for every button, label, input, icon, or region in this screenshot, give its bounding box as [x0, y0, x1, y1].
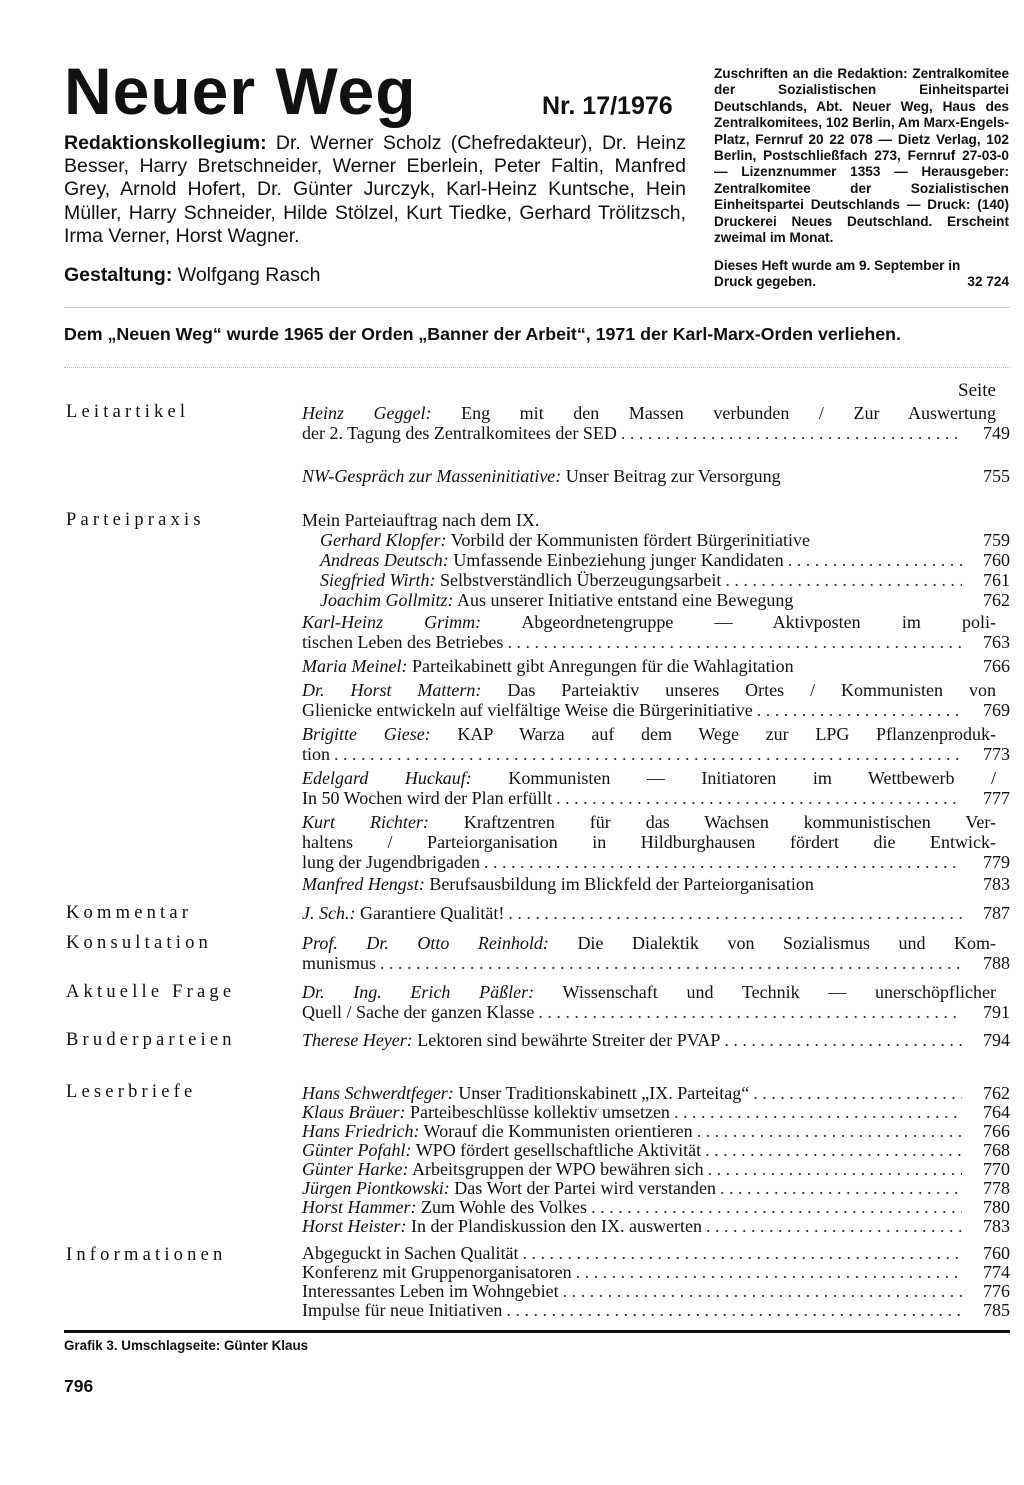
toc-entry: [302, 680, 1010, 720]
toc-entry: [320, 530, 1010, 550]
section-konsultation: Konsultation: [66, 933, 212, 953]
toc-entry: [320, 590, 1010, 610]
entry-page: 779: [983, 852, 1010, 872]
entry-title: Die Dialektik von Sozialismus und Kom-: [577, 933, 997, 953]
entry-title: Kraftzentren für das Wachsen kommunistischen Ver-: [463, 812, 996, 832]
toc-entry: [302, 1281, 1010, 1301]
entry-title: Abgeordnetengruppe — Aktivposten im poli-: [521, 612, 996, 632]
entry-author: Dr. Ing. Erich Päßler:: [302, 982, 535, 1002]
page-column-header: Seite: [958, 380, 996, 401]
editorial-board: [64, 132, 686, 248]
entry-author: Kurt Richter:: [302, 812, 429, 832]
entry-page: 768: [983, 1140, 1010, 1160]
print-note-line: Dieses Heft wurde am 9. September in: [714, 258, 961, 273]
toc-entry: [302, 1300, 1010, 1320]
divider: [64, 1330, 1010, 1333]
entry-title: munismus: [302, 953, 377, 973]
entry-page: 788: [983, 953, 1010, 973]
entry-title: lung der Jugendbrigaden: [302, 852, 480, 872]
toc-entry: [302, 403, 1010, 443]
entry-title: Mein Parteiauftrag nach dem IX.: [302, 510, 540, 530]
section-informationen: Informationen: [66, 1245, 227, 1265]
entry-author: Gerhard Klopfer:: [320, 530, 447, 550]
entry-title: Abgeguckt in Sachen Qualität: [302, 1243, 519, 1263]
entry-title: tischen Leben des Betriebes: [302, 632, 504, 652]
divider: [64, 307, 1010, 308]
toc-entry: [302, 612, 1010, 652]
entry-author: Günter Pofahl:: [302, 1140, 412, 1160]
entry-page: 769: [983, 700, 1010, 720]
entry-author: Andreas Deutsch:: [320, 550, 449, 570]
entry-title: Glienicke entwickeln auf vielfältige Weise die Bürgerinitiative: [302, 700, 753, 720]
entry-title: Zum Wohle des Volkes: [421, 1197, 588, 1217]
section-kommentar: Kommentar: [66, 903, 193, 923]
entry-title: Garantiere Qualität!: [359, 903, 505, 923]
entry-page: 794: [983, 1030, 1010, 1050]
entry-author: Manfred Hengst:: [302, 874, 425, 894]
entry-author: Brigitte Giese:: [302, 724, 431, 744]
entry-page: 770: [983, 1159, 1010, 1179]
entry-page: 764: [983, 1102, 1010, 1122]
entry-author: NW-Gespräch zur Masseninitiative:: [302, 466, 562, 486]
entry-page: 762: [983, 1083, 1010, 1103]
design-label: Gestaltung:: [64, 264, 173, 286]
toc-entry: [302, 1243, 1010, 1263]
toc-entry: [302, 903, 1010, 923]
entry-title: Unser Traditionskabinett „IX. Parteitag“: [458, 1083, 750, 1103]
entry-title: Interessantes Leben im Wohngebiet: [302, 1281, 559, 1301]
entry-page: 759: [983, 530, 1010, 550]
entry-title: Unser Beitrag zur Versorgung: [565, 466, 781, 486]
entry-page: 762: [983, 590, 1010, 610]
toc-entry: [302, 510, 1010, 530]
toc-entry: [302, 933, 1010, 973]
entry-author: Hans Friedrich:: [302, 1121, 420, 1141]
section-leitartikel: Leitartikel: [66, 402, 190, 422]
toc-entry: [302, 812, 1010, 872]
entry-page: 780: [983, 1197, 1010, 1217]
section-bruderparteien: Bruderparteien: [66, 1030, 236, 1050]
entry-author: Hans Schwerdtfeger:: [302, 1083, 454, 1103]
toc-entry: [302, 466, 1010, 486]
entry-author: J. Sch.:: [302, 903, 356, 923]
entry-title: der 2. Tagung des Zentralkomitees der SED: [302, 423, 617, 443]
toc-entry: [302, 982, 1010, 1022]
entry-author: Horst Heister:: [302, 1216, 407, 1236]
page-number: 796: [64, 1376, 94, 1396]
toc-entry: [302, 656, 1010, 676]
entry-title: Parteikabinett gibt Anregungen für die Wahlagitation: [411, 656, 794, 676]
entry-title: Das Parteiaktiv unseres Ortes / Kommunisten von: [507, 680, 996, 700]
section-aktuelle-frage: Aktuelle Frage: [66, 982, 236, 1002]
entry-title: Eng mit den Massen verbunden / Zur Auswertung: [461, 403, 997, 423]
entry-title: In 50 Wochen wird der Plan erfüllt: [302, 788, 553, 808]
entry-page: 776: [983, 1281, 1010, 1301]
entry-page: 787: [983, 903, 1010, 923]
entry-page: 760: [983, 1243, 1010, 1263]
entry-author: Klaus Bräuer:: [302, 1102, 406, 1122]
entry-page: 791: [983, 1002, 1010, 1022]
toc-entry: [302, 874, 1010, 894]
entry-page: 777: [983, 788, 1010, 808]
entry-page: 749: [983, 423, 1010, 443]
entry-title: Das Wort der Partei wird verstanden: [454, 1178, 716, 1198]
entry-title: Aus unserer Initiative entstand eine Bewegung: [457, 590, 794, 610]
entry-author: Jürgen Piontkowski:: [302, 1178, 450, 1198]
entry-title: haltens / Parteiorganisation in Hildburghausen fördert die Entwick-: [302, 832, 996, 852]
entry-page: 783: [983, 1216, 1010, 1236]
entry-author: Heinz Geggel:: [302, 403, 432, 423]
toc-entry: [302, 1140, 1010, 1160]
entry-page: 766: [983, 1121, 1010, 1141]
entry-page: 761: [983, 570, 1010, 590]
toc-entry: [302, 1159, 1010, 1179]
entry-title: Berufsausbildung im Blickfeld der Parteiorganisation: [429, 874, 814, 894]
magazine-title: Neuer Weg: [64, 54, 417, 128]
graphic-credit: Grafik 3. Umschlagseite: Günter Klaus: [64, 1338, 309, 1353]
entry-title: Konferenz mit Gruppenorganisatoren: [302, 1262, 572, 1282]
entry-title: Lektoren sind bewährte Streiter der PVAP: [417, 1030, 721, 1050]
entry-author: Prof. Dr. Otto Reinhold:: [302, 933, 549, 953]
entry-title: KAP Warza auf dem Wege zur LPG Pflanzenproduk-: [457, 724, 997, 744]
toc-entry: [302, 1216, 1010, 1236]
entry-page: 773: [983, 744, 1010, 764]
toc-entry: [302, 1083, 1010, 1103]
entry-author: Joachim Gollmitz:: [320, 590, 454, 610]
toc-entry: [302, 1121, 1010, 1141]
editorial-board-label: Redaktionskollegium:: [64, 132, 267, 154]
entry-author: Siegfried Wirth:: [320, 570, 436, 590]
print-note: [714, 258, 1009, 291]
entry-author: Karl-Heinz Grimm:: [302, 612, 482, 632]
entry-title: Worauf die Kommunisten orientieren: [423, 1121, 693, 1141]
design-name: Wolfgang Rasch: [177, 264, 321, 286]
issue-number: Nr. 17/1976: [542, 92, 673, 120]
toc-entry: [302, 768, 1010, 808]
entry-page: 760: [983, 550, 1010, 570]
entry-page: 755: [983, 466, 1010, 486]
entry-page: 783: [983, 874, 1010, 894]
toc-entry: [302, 1102, 1010, 1122]
entry-author: Günter Harke:: [302, 1159, 409, 1179]
section-parteipraxis: Parteipraxis: [66, 510, 205, 530]
entry-title: WPO fördert gesellschaftliche Aktivität: [415, 1140, 702, 1160]
print-note-line: Druck gegeben.: [714, 274, 816, 290]
entry-page: 766: [983, 656, 1010, 676]
entry-title: Parteibeschlüsse kollektiv umsetzen: [410, 1102, 670, 1122]
section-leserbriefe: Leserbriefe: [66, 1082, 197, 1102]
toc-entry: [302, 1197, 1010, 1217]
entry-author: Maria Meinel:: [302, 656, 408, 676]
entry-page: 763: [983, 632, 1010, 652]
entry-title: Wissenschaft und Technik — unerschöpflicher: [562, 982, 996, 1002]
entry-author: Therese Heyer:: [302, 1030, 413, 1050]
toc-entry: [302, 724, 1010, 764]
toc-entry: [320, 570, 1010, 590]
entry-author: Horst Hammer:: [302, 1197, 417, 1217]
editorial-board-members: Dr. Werner Scholz (Chefredakteur), Dr. Heinz Besser, Harry Bretschneider, Werner Eberlein, Peter Faltin, Manfred Grey, Arnold Hofert, Dr. Günter Jurczyk, Karl-Heinz Kuntsche, Hein Müller, Harry Schneider, Hilde Stölzel, Kurt Tiedke, Gerhard Trölitzsch, Irma Verner, Horst Wagner.: [64, 132, 687, 247]
toc-entry: [320, 550, 1010, 570]
entry-title: tion: [302, 744, 331, 764]
divider: [64, 367, 1010, 368]
toc-entry: [302, 1262, 1010, 1282]
print-number: 32 724: [967, 274, 1009, 290]
toc-entry: [302, 1030, 1010, 1050]
entry-author: Edelgard Huckauf:: [302, 768, 472, 788]
entry-title: Selbstverständlich Überzeugungsarbeit: [440, 570, 722, 590]
award-note: Dem „Neuen Weg“ wurde 1965 der Orden „Banner der Arbeit“, 1971 der Karl-Marx-Orden verliehen.: [64, 324, 901, 344]
entry-author: Dr. Horst Mattern:: [302, 680, 482, 700]
entry-title: Kommunisten — Initiatoren im Wettbewerb /: [508, 768, 997, 788]
entry-title: In der Plandiskussion den IX. auswerten: [411, 1216, 702, 1236]
entry-title: Umfassende Einbeziehung junger Kandidaten: [453, 550, 784, 570]
entry-page: 785: [983, 1300, 1010, 1320]
entry-title: Vorbild der Kommunisten fördert Bürgerinitiative: [450, 530, 810, 550]
entry-title: Arbeitsgruppen der WPO bewähren sich: [412, 1159, 704, 1179]
entry-title: Impulse für neue Initiativen: [302, 1300, 503, 1320]
toc-entry: [302, 1178, 1010, 1198]
entry-page: 774: [983, 1262, 1010, 1282]
imprint: Zuschriften an die Redaktion: Zentralkomitee der Sozialistischen Einheitspartei Deutschlands, Abt. Neuer Weg, Haus des Zentralkomitees, 102 Berlin, Am Marx-Engels-Platz, Fernruf 20 22 078 — Dietz Verlag, 102 Berlin, Postschließfach 273, Fernruf 27-03-0 — Lizenznummer 1353 — Herausgeber: Zentralkomitee der Sozialistischen Einheitspartei Deutschlands — Druck: (140) Druckerei Neues Deutschland. Erscheint zweimal im Monat.: [714, 66, 1009, 246]
entry-page: 778: [983, 1178, 1010, 1198]
design-credit: [64, 264, 320, 287]
entry-title: Quell / Sache der ganzen Klasse: [302, 1002, 535, 1022]
